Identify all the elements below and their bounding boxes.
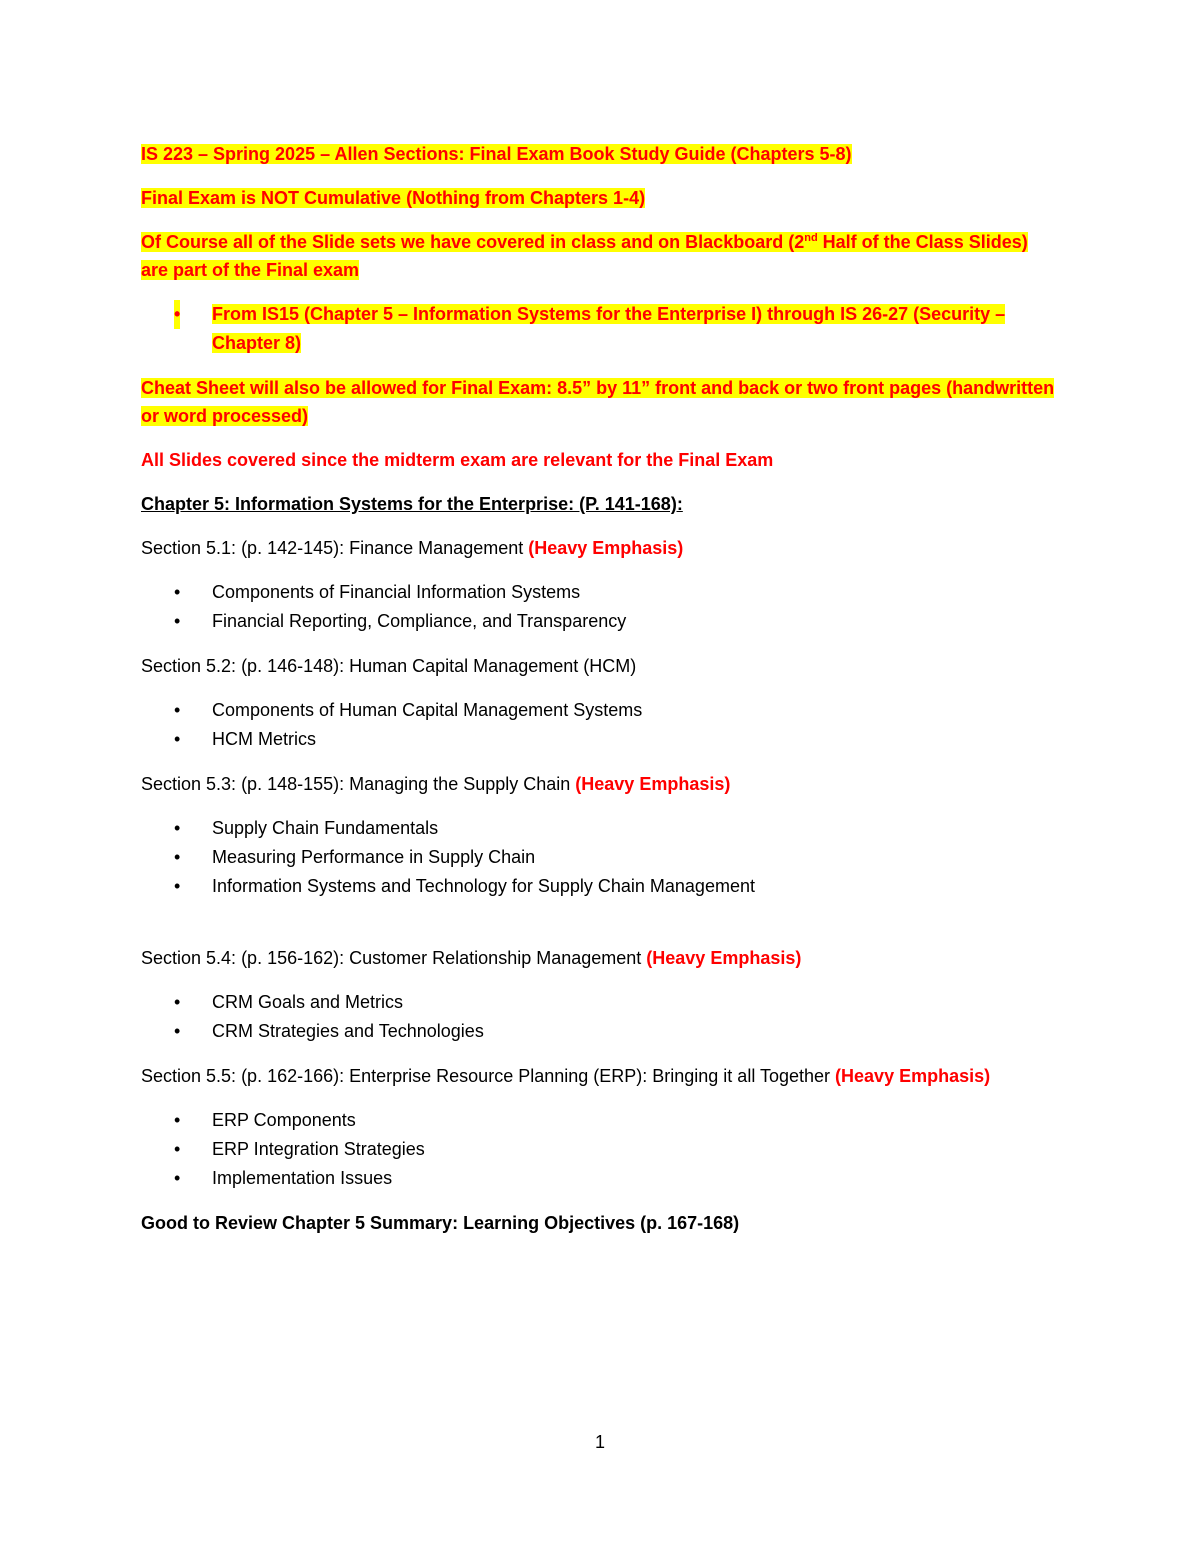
section-heading xyxy=(141,1062,1056,1090)
heavy-emphasis-tag: (Heavy Emphasis) xyxy=(528,538,684,558)
bullet-icon: • xyxy=(174,847,181,867)
list-item: • ERP Components xyxy=(141,1106,1056,1135)
section-label: Section 5.5: (p. 162-166): xyxy=(141,1066,345,1086)
section-topics xyxy=(141,1106,1056,1193)
list-item: • Components of Financial Information Systems xyxy=(141,578,1056,607)
list-item: • CRM Strategies and Technologies xyxy=(141,1017,1056,1046)
list-item: • Measuring Performance in Supply Chain xyxy=(141,843,1056,872)
doc-title: IS 223 – Spring 2025 – Allen Sections: Final Exam Book Study Guide (Chapters 5-8) xyxy=(141,144,852,164)
chapter-heading: Chapter 5: Information Systems for the Enterprise: (P. 141-168): xyxy=(141,494,683,514)
bullet-icon: • xyxy=(174,300,180,329)
slides-note-part-b: Half of the Class Slides) are part of the Final exam xyxy=(141,232,1028,280)
list-item: • Information Systems and Technology for Supply Chain Management xyxy=(141,872,1056,901)
list-item: • Supply Chain Fundamentals xyxy=(141,814,1056,843)
section-title: Enterprise Resource Planning (ERP): Bringing it all Together xyxy=(344,1066,836,1086)
list-item: • Implementation Issues xyxy=(141,1164,1056,1193)
bullet-icon: • xyxy=(174,1021,181,1041)
bullet-icon: • xyxy=(174,1168,181,1188)
list-item: • Components of Human Capital Management Systems xyxy=(141,696,1056,725)
section-heading xyxy=(141,534,1056,562)
list-item: • CRM Goals and Metrics xyxy=(141,988,1056,1017)
section-heading xyxy=(141,770,1056,798)
bullet-icon: • xyxy=(174,700,181,720)
slides-range-text: From IS15 (Chapter 5 – Information Systems for the Enterprise I) through IS 26-27 (Security – Chapter 8) xyxy=(212,304,1006,353)
list-item: • Financial Reporting, Compliance, and Transparency xyxy=(141,607,1056,636)
heavy-emphasis-tag: (Heavy Emphasis) xyxy=(575,774,731,794)
section-topics xyxy=(141,578,1056,636)
summary-note: Good to Review Chapter 5 Summary: Learning Objectives (p. 167-168) xyxy=(141,1213,740,1233)
bullet-icon: • xyxy=(174,611,181,631)
section-label: Section 5.1: (p. 142-145): xyxy=(141,538,345,558)
section-topics xyxy=(141,696,1056,754)
section-label: Section 5.4: (p. 156-162): xyxy=(141,948,345,968)
section-label: Section 5.2: (p. 146-148): xyxy=(141,656,345,676)
bullet-icon: • xyxy=(174,1110,181,1130)
section-label: Section 5.3: (p. 148-155): xyxy=(141,774,345,794)
slides-note xyxy=(141,228,1056,284)
heavy-emphasis-tag: (Heavy Emphasis) xyxy=(835,1066,991,1086)
slides-range-list xyxy=(141,300,1056,358)
bullet-icon: • xyxy=(174,582,181,602)
list-item: • HCM Metrics xyxy=(141,725,1056,754)
bullet-icon: • xyxy=(174,876,181,896)
bullet-icon: • xyxy=(174,818,181,838)
bullet-icon: • xyxy=(174,992,181,1012)
section-title: Customer Relationship Management xyxy=(344,948,647,968)
section-topics xyxy=(141,814,1056,901)
slides-note-sup: nd xyxy=(804,232,818,244)
bullet-icon: • xyxy=(174,729,181,749)
slides-note-part-a: Of Course all of the Slide sets we have covered in class and on Blackboard (2 xyxy=(141,232,805,252)
page-number: 1 xyxy=(594,1432,605,1452)
section-title: Managing the Supply Chain xyxy=(344,774,576,794)
section-title: Human Capital Management (HCM) xyxy=(344,656,637,676)
heavy-emphasis-tag: (Heavy Emphasis) xyxy=(646,948,802,968)
cheat-sheet-note: Cheat Sheet will also be allowed for Final Exam: 8.5” by 11” front and back or two front pages (handwritten or word processed) xyxy=(141,378,1055,426)
section-heading xyxy=(141,652,1056,680)
section-title: Finance Management xyxy=(344,538,529,558)
section-heading xyxy=(141,944,1056,972)
document-page xyxy=(141,140,1056,1237)
all-slides-note: All Slides covered since the midterm exam are relevant for the Final Exam xyxy=(141,450,774,470)
bullet-icon: • xyxy=(174,1139,181,1159)
section-topics xyxy=(141,988,1056,1046)
not-cumulative-note: Final Exam is NOT Cumulative (Nothing from Chapters 1-4) xyxy=(141,188,646,208)
list-item: • ERP Integration Strategies xyxy=(141,1135,1056,1164)
list-item xyxy=(141,300,1056,358)
